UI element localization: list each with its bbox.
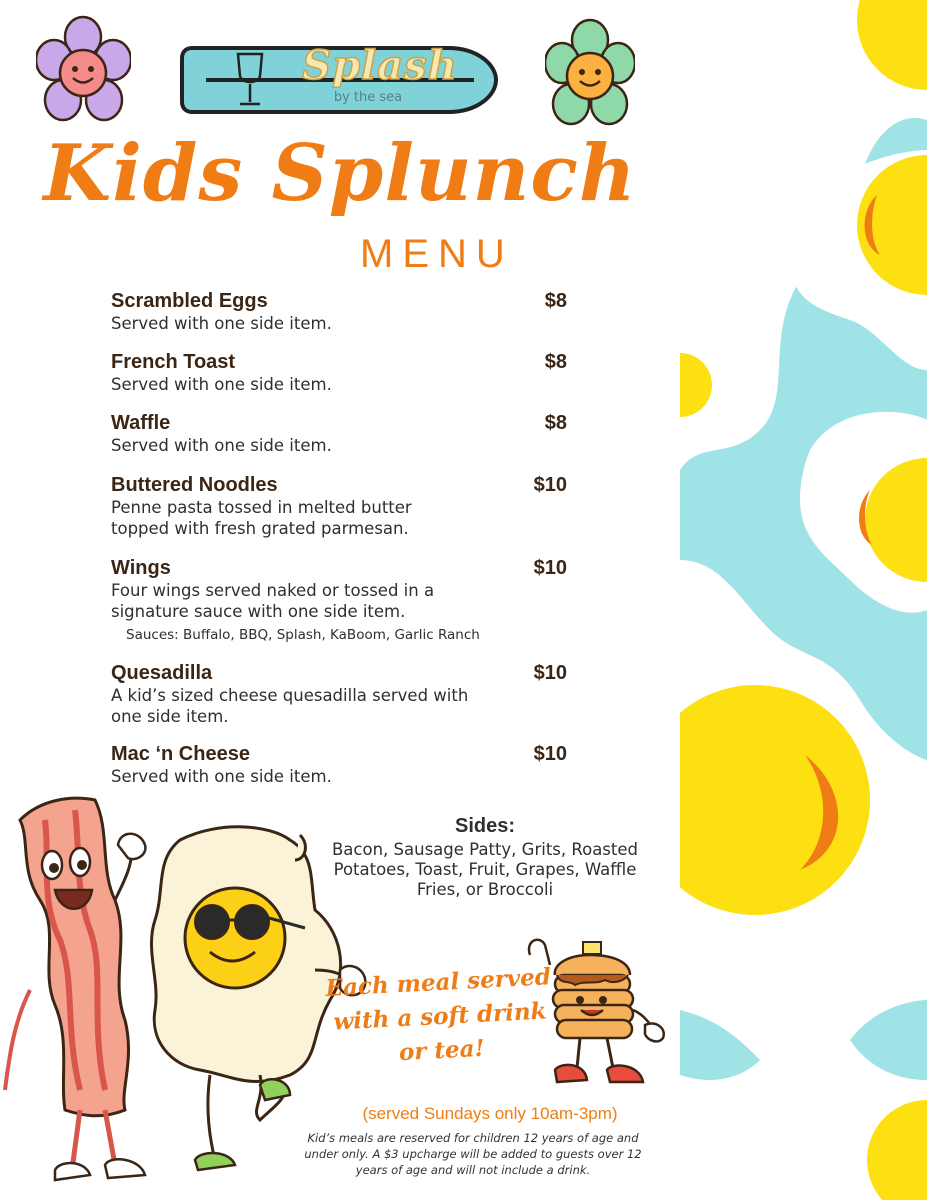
item-price: $10	[533, 557, 567, 579]
meal-note: Each meal served with a soft drink or tea!	[324, 963, 552, 1067]
item-description: Served with one side item.	[111, 314, 332, 333]
item-name: Buttered Noodles	[111, 474, 278, 496]
item-price: $8	[544, 412, 567, 434]
flower-pink-icon	[36, 15, 131, 125]
menu-item	[111, 742, 571, 787]
item-name: Quesadilla	[111, 662, 213, 684]
item-description: Served with one side item.	[111, 767, 332, 786]
item-price: $8	[544, 351, 567, 373]
menu-item	[111, 556, 571, 622]
item-price: $10	[533, 743, 567, 765]
brand-name: Splash	[302, 42, 458, 89]
item-description: Served with one side item.	[111, 375, 332, 394]
item-name: Scrambled Eggs	[111, 290, 268, 312]
brand-tagline: by the sea	[333, 90, 403, 105]
menu-item	[111, 411, 571, 456]
item-name: French Toast	[111, 351, 236, 373]
item-name: Wings	[111, 557, 171, 579]
item-price: $8	[544, 290, 567, 312]
menu-item	[111, 350, 571, 395]
sides-heading: Sides:	[454, 815, 516, 837]
item-description: Four wings served naked or tossed in a signature sauce with one side item.	[111, 581, 435, 621]
pancake-character	[515, 930, 675, 1100]
page-title: Kids Splunch	[43, 128, 637, 219]
menu-item	[111, 661, 571, 727]
item-description: Served with one side item.	[111, 436, 332, 455]
item-name: Waffle	[111, 412, 171, 434]
item-price: $10	[533, 662, 567, 684]
menu-item	[111, 473, 571, 539]
flower-green-icon	[545, 18, 635, 128]
served-note: (served Sundays only 10am-3pm)	[362, 1104, 618, 1123]
page-subtitle: MENU	[360, 232, 514, 276]
sides-list: Bacon, Sausage Patty, Grits, Roasted Potatoes, Toast, Fruit, Grapes, Waffle Fries, or Broccoli	[331, 840, 638, 899]
item-name: Mac ‘n Cheese	[111, 743, 250, 765]
item-description: A kid’s sized cheese quesadilla served with one side item.	[111, 686, 469, 726]
item-price: $10	[533, 474, 567, 496]
fine-print: Kid’s meals are reserved for children 12 years of age and under only. A $3 upcharge will be added to guests over 12 years of age and will not include a drink.	[304, 1131, 642, 1177]
sauces-note: Sauces: Buffalo, BBQ, Splash, KaBoom, Garlic Ranch	[126, 627, 480, 643]
fried-egg-pattern	[680, 0, 927, 1200]
menu-item	[111, 289, 571, 334]
item-description: Penne pasta tossed in melted butter topped with fresh grated parmesan.	[111, 498, 412, 538]
